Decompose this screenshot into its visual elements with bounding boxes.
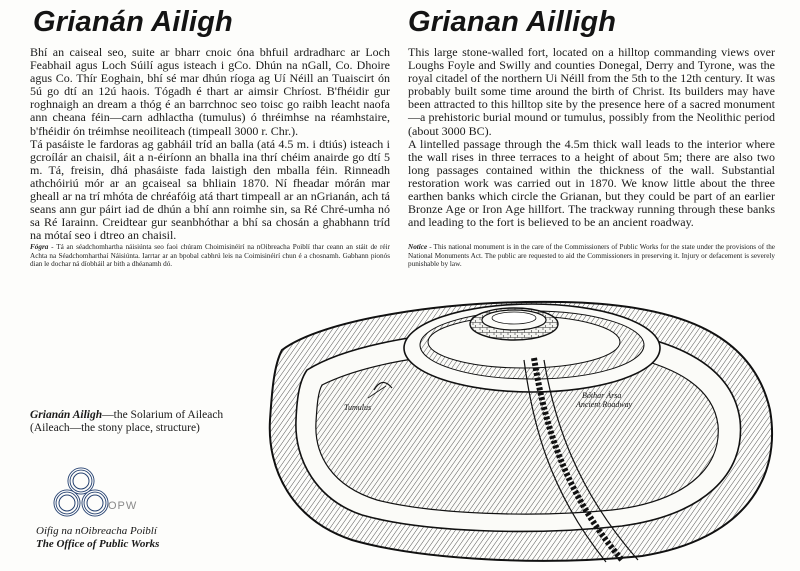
english-notice-text: - This national monument is in the care of the Commissioners of Public Works for the state under the provisions of the National Monuments Act. The public are requested to aid the Commissioners in preserving it. Injury or defacement is severely punishable by law. (408, 243, 775, 269)
irish-notice-label: Fógra (30, 243, 49, 251)
irish-title: Grianán Ailigh (33, 6, 233, 38)
english-notice (408, 243, 775, 269)
office-name-english: The Office of Public Works (36, 538, 160, 550)
caption-title: Grianán Ailigh (30, 409, 103, 421)
road-label-irish: Bóthar Ársa (582, 391, 622, 400)
irish-notice-text: - Tá an séadchomhartha náisiúnta seo faoi chúram Choimisinéirí na nOibreacha Poiblí thar ceann an stáit de réir Achta na Séadchomharthaí Náisiúnta. Iarrtar ar an bpobal cabhrú leis na Coimisinéirí chun é a chosnamh. Gabhann pionós dian le dochar ná díobháil ar bith a dhéanamh dó. (30, 243, 390, 269)
english-notice-label: Notice (408, 243, 428, 251)
irish-paragraph-2: Tá pasáiste le fardoras ag gabháil tríd an balla (atá 4.5 m. i dtiús) isteach i gcroílár an chaisil, áit a n-éiríonn an bhalla ina thrí chéim anairde go dtí 5 m. Tá, freisin, dhá phasáiste fada laistigh den mballa féin. Rinneadh athchóiriú mór ar an gcaiseal sa bhliain 1870. Ní fheadar mórán mar gheall ar na trí mhóta de chréafóig atá thart timpeall ar an nGrianán, ach tá seans ann gur páirt iad de dhún a bhí ann roimhe sin, sa Ré Chré-umha nó sa Ré Iarainn. Creidtear gur seanbhóthar a bhí sa chosán a ghabhann tríd na mótaí seo i dtreo an chaisil. (30, 136, 390, 243)
opw-logo-icon (48, 465, 114, 523)
irish-paragraph-1: Bhí an caiseal seo, suite ar bharr cnoic óna bhfuil ardradharc ar Loch Feabhail agus Loch Súilí agus isteach i gCo. Dhún na nGall, Co. Dhoire agus Co. Thír Eoghain, bhí sé mar dhún ríoga ag Uí Néill an Tuaiscirt ón 5ú go dtí an 12ú haois. Tógadh é thart ar aimsir Chríost. B'fhéidir gur roghnaigh an dream a thóg é an barrchnoc seo toisc go raibh leacht naofa ann cheana féin—carn adhlactha (tumulus) ó thréimhse na réamhstaire, b'fhéidir ón tréimhse neoiliteach (timpeall 3000 r. Chr.). (30, 45, 390, 138)
irish-notice (30, 243, 390, 269)
office-name-irish: Oifig na nOibreacha Poiblí (36, 525, 157, 537)
english-text-column (408, 46, 775, 229)
english-title: Grianan Ailligh (408, 6, 617, 38)
road-label-english: Ancient Roadway (576, 400, 633, 409)
fort-illustration (262, 290, 782, 568)
caption-title-rest: —the Solarium of Aileach (102, 409, 224, 421)
english-paragraph-1: This large stone-walled fort, located on a hilltop commanding views over Loughs Foyle and Swilly and counties Donegal, Derry and Tyrone, was the royal citadel of the northern Ui Néill from the 5th to the 12th century. It was probably built some time around the birth of Christ. Its builders may have been attracted to this hilltop site by the presence here of a sacred monument—a prehistoric burial mound or tumulus, possibly from the Neolithic period (about 3000 BC). (408, 45, 775, 138)
office-name (36, 525, 159, 551)
stone-fort (470, 308, 558, 340)
english-paragraph-2: A lintelled passage through the 4.5m thick wall leads to the interior where the wall rises in three terraces to a height of about 5m; there are also two long passages contained within the thickness of the wall. Substantial restoration work was carried out in 1870. We know little about the three earthen banks which circle the Grianan, but they could be part of an earlier Bronze Age or Iron Age hillfort. The trackway running through these banks and leading to the fort is believed to be an ancient roadway. (408, 136, 775, 230)
caption-subtitle: (Aileach—the stony place, structure) (30, 422, 200, 434)
tumulus-label: Tumulus (344, 403, 372, 412)
opw-mark: OPW (108, 500, 138, 512)
drawing-caption (30, 409, 223, 435)
irish-text-column (30, 46, 390, 242)
